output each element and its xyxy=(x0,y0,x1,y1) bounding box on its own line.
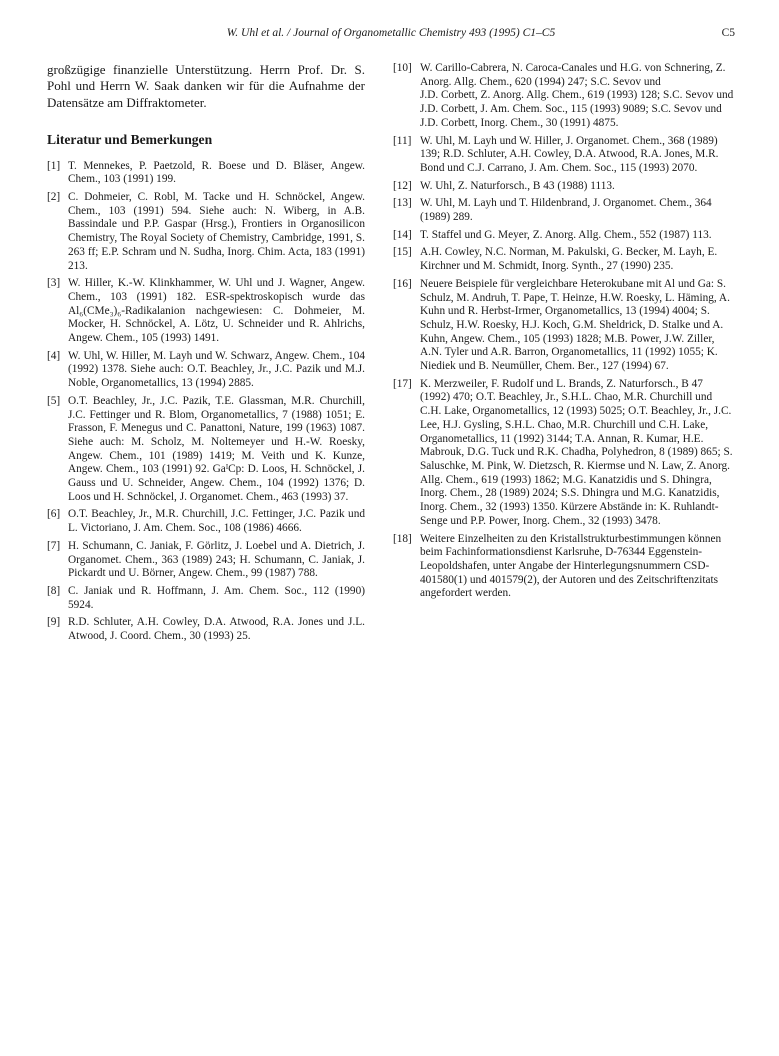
reference-number: [3] xyxy=(47,277,61,290)
reference-item-5 xyxy=(47,395,365,505)
reference-text: C. Dohmeier, C. Robl, M. Tacke und H. Schnöckel, Angew. Chem., 103 (1991) 594. Siehe auch: N. Wiberg, in A.B. Bassindale und P.P. Gaspar (Hrsg.), Frontiers in Organosilicon Chemistry, The Royal Society of Chemistry, Cambridge, 1991, S. 263 ff; E.P. Schram und N. Sudha, Inorg. Chim. Acta, 183 (1991) 213. xyxy=(68,191,365,272)
reference-item-15 xyxy=(393,246,735,273)
reference-text: K. Merzweiler, F. Rudolf und L. Brands, Z. Naturforsch., B 47 (1992) 470; O.T. Beachley, Jr., S.H.L. Chao, M.R. Churchill und C.H. Lake, Organometallics, 12 (1993) 5025; O.T. Beachley, Jr., J.C. Lee, H.J. Gysling, S.H.L. Chao, M.R. Churchill und C.H. Lake, Organometallics, 11 (1992) 3144; T.A. Annan, R. Kumar, H.E. Mabrouk, D.G. Tuck und R.K. Chadha, Polyhedron, 8 (1989) 865; S. Saluschke, M. Pink, W. Dietzsch, R. Kiermse und N. Law, Z. Anorg. Allg. Chem., 619 (1993) 1862; M.G. Kanatzidis und S. Dhingra, Inorg. Chem., 28 (1989) 2024; S.S. Dhingra und M.G. Kanatzidis, Inorg. Chem., 32 (1993) 1350. Kürzere Abstände in: K. Ruhlandt-Senge und P.P. Power, Inorg. Chem., 32 (1993) 3478. xyxy=(420,377,733,527)
reference-text: W. Uhl, M. Layh und W. Hiller, J. Organomet. Chem., 368 (1989) 139; R.D. Schluter, A.H. Cowley, D.A. Atwood, R.A. Jones, M.R. Bond und C.J. Carrano, J. Am. Chem. Soc., 115 (1993) 2070. xyxy=(420,134,719,174)
reference-item-2 xyxy=(47,191,365,273)
reference-number: [12] xyxy=(393,179,412,192)
reference-item-8 xyxy=(47,585,365,612)
reference-text: W. Uhl, Z. Naturforsch., B 43 (1988) 1113. xyxy=(420,179,615,192)
reference-item-14 xyxy=(393,229,735,243)
reference-number: [6] xyxy=(47,508,61,521)
reference-text: W. Carillo-Cabrera, N. Caroca-Canales und H.G. von Schnering, Z. Anorg. Allg. Chem., 620 (1994) 247; S.C. Sevov und J.D. Corbett, Z. Anorg. Allg. Chem., 619 (1993) 128; S.C. Sevov und J.D. Corbett, J. Am. Chem. Soc., 115 (1993) 9089; S.C. Sevov und J.D. Corbett, Inorg. Chem., 30 (1991) 4875. xyxy=(420,62,734,129)
reference-item-6 xyxy=(47,508,365,535)
reference-text: Neuere Beispiele für vergleichbare Heterokubane mit Al und Ga: S. Schulz, M. Andruh, T. Pape, T. Heinze, H.W. Roesky, L. Häming, A. Kuhn und R. Herbst-Irmer, Organometallics, 13 (1994) 4004; S. Schulz, H.W. Roesky, H.J. Koch, G.M. Sheldrick, D. Stalke und A. Kuhn, Angew. Chem., 105 (1993) 1828; M.B. Power, J.W. Ziller, A.N. Tyler und A.R. Barron, Organometallics, 11 (1992) 1055; K. Niediek und B. Neumüller, Chem. Ber., 127 (1994) 67. xyxy=(420,277,730,373)
page-number: C5 xyxy=(721,27,735,39)
reference-text: C. Janiak und R. Hoffmann, J. Am. Chem. Soc., 112 (1990) 5924. xyxy=(68,584,365,611)
reference-text: R.D. Schluter, A.H. Cowley, D.A. Atwood, R.A. Jones und J.L. Atwood, J. Coord. Chem., 30 (1993) 25. xyxy=(68,616,365,643)
reference-item-1 xyxy=(47,160,365,187)
reference-text: T. Staffel und G. Meyer, Z. Anorg. Allg. Chem., 552 (1987) 113. xyxy=(420,228,712,241)
running-title: W. Uhl et al. / Journal of Organometallic Chemistry 493 (1995) C1–C5 xyxy=(226,27,556,39)
reference-text: T. Mennekes, P. Paetzold, R. Boese und D. Bläser, Angew. Chem., 103 (1991) 199. xyxy=(68,159,365,186)
reference-item-10 xyxy=(393,62,735,131)
reference-item-17 xyxy=(393,378,735,529)
reference-item-18 xyxy=(393,533,735,602)
reference-list-left xyxy=(47,160,365,644)
reference-number: [2] xyxy=(47,191,61,203)
reference-number: [5] xyxy=(47,394,61,407)
reference-item-4 xyxy=(47,350,365,391)
reference-text: W. Uhl, M. Layh und T. Hildenbrand, J. Organomet. Chem., 364 (1989) 289. xyxy=(420,197,712,224)
reference-text: O.T. Beachley, Jr., M.R. Churchill, J.C. Fettinger, J.C. Pazik und L. Victoriano, J. Am. Chem. Soc., 108 (1986) 4666. xyxy=(68,508,365,535)
reference-number: [8] xyxy=(47,584,61,597)
reference-number: [13] xyxy=(393,197,412,210)
reference-item-11 xyxy=(393,135,735,176)
reference-item-16 xyxy=(393,278,735,374)
references-heading: Literatur und Bemerkungen xyxy=(47,131,213,147)
reference-number: [17] xyxy=(393,377,412,390)
reference-item-9 xyxy=(47,616,365,643)
reference-text: Weitere Einzelheiten zu den Kristallstrukturbestimmungen können beim Fachinformationsdienst Karlsruhe, D-76344 Eggenstein-Leopoldshafen, unter Angabe der Hinterlegungsnummern CSD-401580(1) und 401579(2), der Autoren und des Zeitschriftenzitats angefordert werden. xyxy=(420,532,722,600)
reference-number: [18] xyxy=(393,532,412,545)
reference-text: W. Uhl, W. Hiller, M. Layh und W. Schwarz, Angew. Chem., 104 (1992) 1378. Siehe auch: O.T. Beachley, Jr., J.C. Pazik und M.J. Noble, Organometallics, 13 (1994) 2885. xyxy=(68,349,365,390)
reference-number: [11] xyxy=(393,134,412,147)
reference-text: O.T. Beachley, Jr., J.C. Pazik, T.E. Glassman, M.R. Churchill, J.C. Fettinger und R. Blom, Organometallics, 7 (1988) 1051; E. Frasson, F. Menegus und C. Panattoni, Nature, 199 (1963) 1087. Siehe auch: M. Scholz, M. Noltemeyer und H.-W. Roesky, Angew. Chem., 101 (1989) 1419; M. Veith und K. Kunze, Angew. Chem., 103 (1991) 92. GaᴵCp: D. Loos, H. Schnöckel, J. Gauss und U. Schneider, Angew. Chem., 104 (1992) 1376; D. Loos und H. Schnöckel, J. Organomet. Chem., 463 (1993) 37. xyxy=(68,394,365,503)
reference-number: [4] xyxy=(47,349,61,362)
reference-list-right xyxy=(393,62,735,601)
left-column xyxy=(47,62,365,648)
reference-number: [7] xyxy=(47,539,61,552)
running-head xyxy=(47,27,735,43)
reference-item-3 xyxy=(47,277,365,346)
reference-item-7 xyxy=(47,540,365,581)
reference-text: A.H. Cowley, N.C. Norman, M. Pakulski, G. Becker, M. Layh, E. Kirchner und M. Schmidt, Inorg. Synth., 27 (1990) 235. xyxy=(420,246,718,273)
reference-text: W. Hiller, K.-W. Klinkhammer, W. Uhl und J. Wagner, Angew. Chem., 103 (1991) 182. ESR-spektroskopisch wurde das Al₆(CMe₃)₆-Radikalanion nachgewiesen: C. Dohmeier, M. Mocker, H. Schnöckel, A. Lötz, U. Schneider und R. Ahlrichs, Angew. Chem., 105 (1993) 1491. xyxy=(68,277,365,345)
reference-number: [1] xyxy=(47,159,61,172)
reference-number: [16] xyxy=(393,277,412,290)
reference-number: [14] xyxy=(393,228,412,241)
reference-text: H. Schumann, C. Janiak, F. Görlitz, J. Loebel und A. Dietrich, J. Organomet. Chem., 363 (1989) 243; H. Schumann, C. Janiak, J. Pickardt und U. Börner, Angew. Chem., 99 (1987) 788. xyxy=(68,539,365,580)
reference-number: [15] xyxy=(393,246,412,259)
reference-number: [9] xyxy=(47,616,61,629)
reference-item-13 xyxy=(393,197,735,224)
reference-item-12 xyxy=(393,180,735,194)
acknowledgement-paragraph: großzügige finanzielle Unterstützung. Herrn Prof. Dr. S. Pohl und Herrn W. Saak danken wir für die Aufnahme der Datensätze am Diffraktometer. xyxy=(47,62,365,110)
reference-number: [10] xyxy=(393,62,412,74)
right-column xyxy=(393,62,735,605)
